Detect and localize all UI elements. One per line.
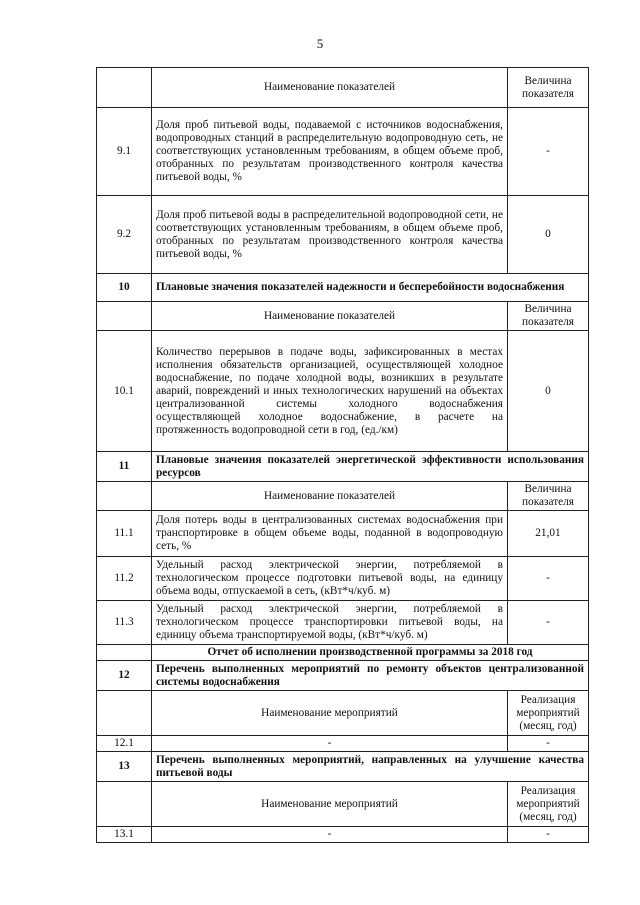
impl-line2: мероприятий [516,797,580,810]
section-row [97,661,589,691]
row-number: 9.2 [97,196,152,274]
impl-line3: (месяц, год) [519,810,577,823]
row-number: 13.1 [97,827,152,843]
row-description: Доля проб питьевой воды в распределительной водопроводной сети, не соответствующих установленным требованиям, в общем объеме проб, отобранных по результатам производственного контроля качества питьевой воды, % [152,196,508,274]
section-row [97,274,589,302]
header-value-cell [508,68,589,108]
table-header-row [97,68,589,108]
measures-name-header: Наименование мероприятий [152,691,508,736]
table-row [97,736,589,752]
row-value: - [508,108,589,196]
header-num-cell [97,302,152,331]
impl-line2: мероприятий [516,706,580,719]
table-header-row [97,302,589,331]
section-row [97,752,589,782]
header-value-line2: показателя [522,316,574,328]
table-row [97,827,589,843]
header-value-cell [508,302,589,331]
row-number: 9.1 [97,108,152,196]
row-value: - [508,601,589,645]
table-row [97,557,589,601]
row-value: 0 [508,196,589,274]
table-row [97,331,589,452]
table-row [97,511,589,557]
section-title: Плановые значения показателей энергетической эффективности использования ресурсов [152,452,589,482]
section-title: Перечень выполненных мероприятий, направленных на улучшение качества питьевой воды [152,752,589,782]
measures-header-row [97,782,589,827]
header-num-cell [97,482,152,511]
header-value-line1: Величина [524,74,572,87]
measure-impl: - [508,736,589,752]
report-title: Отчет об исполнении производственной программы за 2018 год [152,645,589,661]
page-number: 5 [316,36,324,51]
header-value-line2: показателя [522,496,574,508]
header-value-line2: показателя [522,87,574,100]
header-value-line1: Величина [524,303,572,315]
row-description: Количество перерывов в подаче воды, зафиксированных в местах исполнения обязательств организацией, осуществляющей холодное водоснабжение, по подаче холодной воды, возникших в результате аварий, повреждений и иных технологических нарушений на объектах централизованной системы холодного водоснабжения осуществляющей холодное водоснабжение, в расчете на протяженность водопроводной сети в год, (ед./км) [152,331,508,452]
table-row [97,108,589,196]
header-name-cell: Наименование показателей [152,68,508,108]
row-number: 11.3 [97,601,152,645]
row-value: 0 [508,331,589,452]
table-row [97,601,589,645]
section-row [97,452,589,482]
header-value-cell [508,482,589,511]
header-value-line1: Величина [524,483,572,495]
section-title: Плановые значения показателей надежности и бесперебойности водоснабжения [152,274,589,302]
header-name-cell: Наименование показателей [152,302,508,331]
section-number: 10 [97,274,152,302]
section-number: 11 [97,452,152,482]
measures-name-header: Наименование мероприятий [152,782,508,827]
header-num-cell [97,782,152,827]
header-num-cell [97,68,152,108]
measures-impl-header [508,691,589,736]
impl-line3: (месяц, год) [519,719,577,732]
row-description: Удельный расход электрической энергии, потребляемой в технологическом процессе подготовки питьевой воды, на единицу объема воды, отпускаемой в сеть, (кВт*ч/куб. м) [152,557,508,601]
row-number: 10.1 [97,331,152,452]
measures-impl-header [508,782,589,827]
measure-name: - [152,827,508,843]
row-number: 11.2 [97,557,152,601]
measure-impl: - [508,827,589,843]
impl-line1: Реализация [520,693,576,706]
row-value: - [508,557,589,601]
impl-line1: Реализация [520,784,576,797]
row-value: 21,01 [508,511,589,557]
row-number: 12.1 [97,736,152,752]
measure-name: - [152,736,508,752]
row-description: Удельный расход электрической энергии, потребляемой в технологическом процессе транспортировки питьевой воды, на единицу объема транспортируемой воды, (кВт*ч/куб. м) [152,601,508,645]
section-title: Перечень выполненных мероприятий по ремонту объектов централизованной системы водоснабжения [152,661,589,691]
header-name-cell: Наименование показателей [152,482,508,511]
row-description: Доля потерь воды в централизованных системах водоснабжения при транспортировке в общем объеме воды, поданной в водопроводную сеть, % [152,511,508,557]
report-title-row [97,645,589,661]
row-number: 11.1 [97,511,152,557]
report-blank-cell [97,645,152,661]
row-description: Доля проб питьевой воды, подаваемой с источников водоснабжения, водопроводных станций в распределительную водопроводную сеть, не соответствующих установленным требованиям, в общем объеме проб, отобранных по результатам производственного контроля качества питьевой воды, % [152,108,508,196]
section-number: 12 [97,661,152,691]
section-number: 13 [97,752,152,782]
table-row [97,196,589,274]
indicators-table [96,67,589,843]
header-num-cell [97,691,152,736]
measures-header-row [97,691,589,736]
table-header-row [97,482,589,511]
